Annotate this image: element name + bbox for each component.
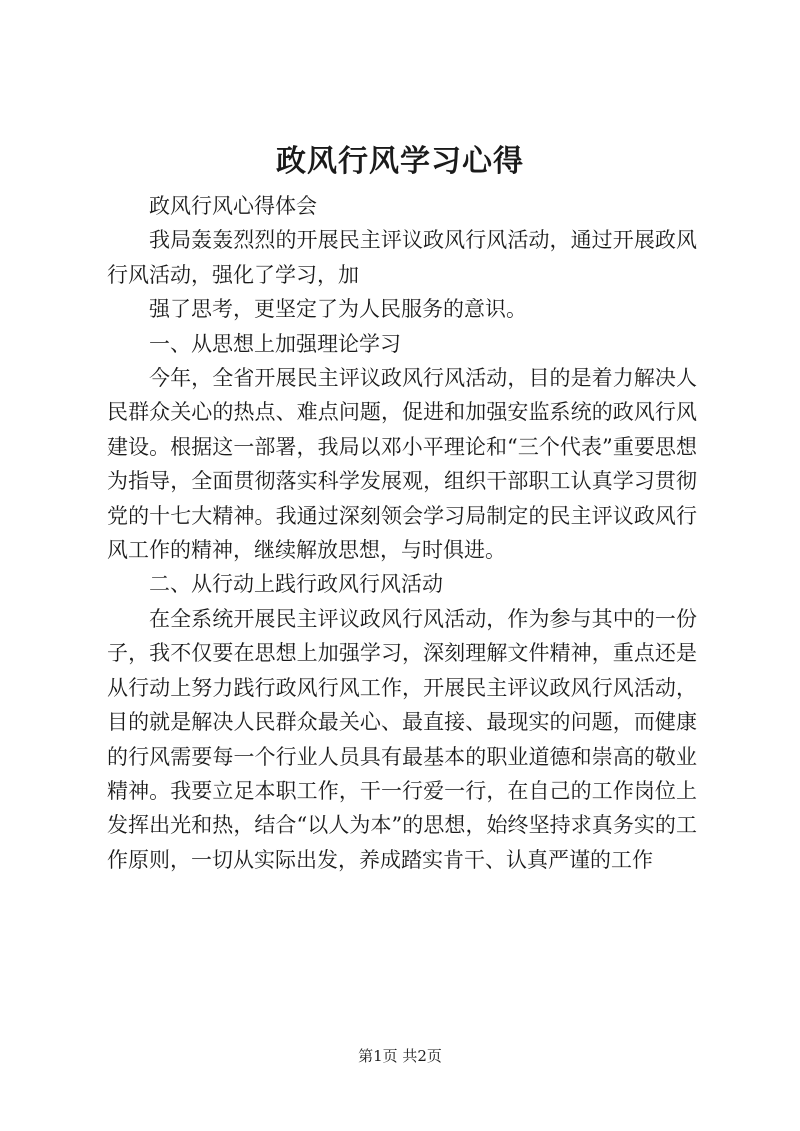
document-title: 政风行风学习心得 (276, 144, 524, 179)
paragraph-intro-continued: 强了思考，更坚定了为人民服务的意识。 (149, 297, 527, 322)
paragraph-subtitle: 政风行风心得体会 (149, 194, 317, 218)
section-heading-2: 二、从行动上践行政风行风活动 (149, 572, 443, 597)
section-heading-1: 一、从思想上加强理论学习 (149, 331, 401, 356)
document-body (107, 189, 697, 877)
paragraph-section-2: 在全系统开展民主评议政风行风活动，作为参与其中的一份子，我不仅要在思想上加强学习，深刻理解文件精神，重点还是从行动上努力践行政风行风工作，开展民主评议政风行风活动，目的就是解决人民群众最关心、最直接、最现实的问题，而健康的行风需要每一个行业人员具有最基本的职业道德和崇高的敬业精神。我要立足本职工作，干一行爱一行，在自己的工作岗位上发挥出光和热，结合“以人为本”的思想，始终坚持求真务实的工作原则，一切从实际出发，养成踏实肯干、认真严谨的工作 (107, 606, 697, 872)
paragraph-intro: 我局轰轰烈烈的开展民主评议政风行风活动，通过开展政风行风活动，强化了学习，加 (107, 228, 697, 287)
page-number-footer: 第1页 共2页 (358, 1047, 442, 1065)
paragraph-section-1: 今年，全省开展民主评议政风行风活动，目的是着力解决人民群众关心的热点、难点问题，促进和加强安监系统的政风行风建设。根据这一部署，我局以邓小平理论和“三个代表”重要思想为指导，全面贯彻落实科学发展观，组织干部职工认真学习贯彻党的十七大精神。我通过深刻领会学习局制定的民主评议政风行风工作的精神，继续解放思想，与时俱进。 (107, 366, 697, 563)
